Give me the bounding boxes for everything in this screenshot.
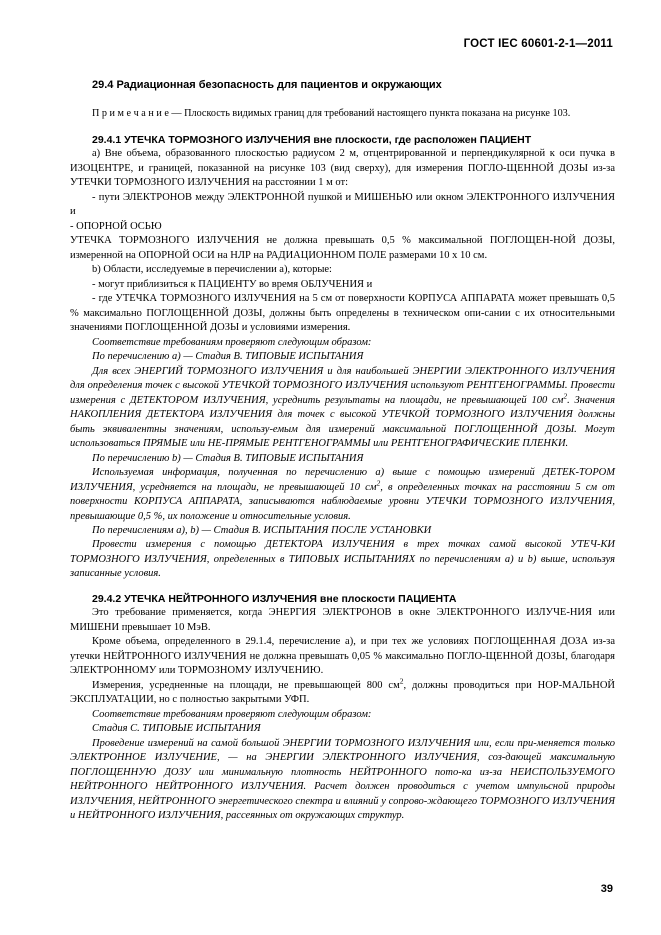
paragraph-a-dash-1: - пути ЭЛЕКТРОНОВ между ЭЛЕКТРОННОЙ пушкой и МИШЕНЬЮ или окном ЭЛЕКТРОННОГО ИЗЛУЧЕНИЯ и bbox=[70, 191, 615, 218]
compliance-item-b-body bbox=[70, 466, 615, 524]
paragraph-b: b) Области, исследуемые в перечислении а), которые: bbox=[92, 264, 332, 276]
paragraph-a-continued: УТЕЧКА ТОРМОЗНОГО ИЗЛУЧЕНИЯ не должна превышать 0,5 % максимальной ПОГЛОЩЕН-НОЙ ДОЗЫ, измеренной на ОПОРНОЙ ОСИ на НЛР на РАДИАЦИОННОМ ПОЛЕ размерами 10 х 10 см. bbox=[70, 235, 615, 261]
superscript-two-a: 2 bbox=[563, 391, 568, 401]
document-body bbox=[70, 78, 615, 824]
note-paragraph: П р и м е ч а н и е — Плоскость видимых границ для требований настоящего пункта показана на рисунке 103. bbox=[92, 107, 571, 119]
compliance-item-a-body-text-2: . Значения НАКОПЛЕНИЯ ДЕТЕКТОРА ИЗЛУЧЕНИЯ для точек с высокой УТЕЧКОЙ ТОРМОЗНОГО ИЗЛУЧЕНИЯ должны быть эквивалентны значениям, использу-емым для измерений максимальной ПОГЛОЩЕННОЙ ДОЗЫ. Могут использоваться ПРЯМЫЕ или НЕ-ПРЯМЫЕ РЕНТГЕНОГРАММЫ или РЕНТГЕНОГРАФИЧЕСКИЕ ПЛЕНКИ. bbox=[70, 394, 615, 450]
compliance-item-b-body-text-2: , в определенных точках на расстоянии 5 см от поверхности КОРПУСА АППАРАТА, записываются наблюдаемые уровни УТЕЧКИ ТОРМОЗНОГО ИЗЛУЧЕНИЯ, превышающие 0,5 %, их положение и относительные условия. bbox=[70, 481, 615, 522]
compliance-intro-1: Соответствие требованиям проверяют следующим образом: bbox=[92, 336, 372, 348]
compliance-item-ab: По перечислениям a), b) — Стадия B. ИСПЫТАНИЯ ПОСЛЕ УСТАНОВКИ bbox=[92, 525, 432, 536]
paragraph-a-dash-2: - ОПОРНОЙ ОСЬЮ bbox=[70, 220, 162, 232]
stage-c-heading: Стадия C. ТИПОВЫЕ ИСПЫТАНИЯ bbox=[92, 723, 261, 735]
compliance-item-b-body-text: Используемая информация, полученная по перечислению a) выше с помощью измерений ДЕТЕК-ТОРОМ ИЗЛУЧЕНИЯ, усредняется на площади, не превышающей 10 см bbox=[70, 467, 615, 493]
paragraph-b-dash-2: - где УТЕЧКА ТОРМОЗНОГО ИЗЛУЧЕНИЯ на 5 см от поверхности КОРПУСА АППАРАТА может превышать 0,5 % максимально ПОГЛОЩЕННОЙ ДОЗЫ, должны быть определены в техническом опи-сании с их относительными значениями ПОГЛОЩЕННОЙ ДОЗЫ и условиями измерения. bbox=[70, 293, 615, 334]
paragraph-29-4-2-3 bbox=[70, 676, 615, 708]
compliance-intro-2: Соответствие требованиям проверяют следующим образом: bbox=[92, 708, 372, 720]
paragraph-29-4-2-2: Кроме объема, определенного в 29.1.4, перечисление а), и при тех же условиях ПОГЛОЩЕННАЯ ДОЗА из-за утечки НЕЙТРОННОГО ИЗЛУЧЕНИЯ не должна превышать 0,05 % максимально ПОГЛО-ЩЕННОЙ ДОЗЫ, благодаря ЭЛЕКТРОННОМУ или ТОРМОЗНОМУ ИЗЛУЧЕНИЮ. bbox=[70, 636, 615, 677]
paragraph-29-4-2-1: Это требование применяется, когда ЭНЕРГИЯ ЭЛЕКТРОНОВ в окне ЭЛЕКТРОННОГО ИЗЛУЧЕ-НИЯ или МИШЕНИ превышает 10 МэВ. bbox=[70, 607, 615, 633]
compliance-item-b: По перечислению b) — Стадия B. ТИПОВЫЕ ИСПЫТАНИЯ bbox=[92, 452, 364, 464]
compliance-item-a-body-text: Для всех ЭНЕРГИЙ ТОРМОЗНОГО ИЗЛУЧЕНИЯ и для наибольшей ЭНЕРГИИ ЭЛЕКТРОННОГО ИЗЛУЧЕНИЯ для определения точек с высокой УТЕЧКОЙ ТОРМОЗНОГО ИЗЛУЧЕНИЯ используют РЕНТГЕНОГРАММЫ. Провести измерения с ДЕТЕКТОРОМ ИЗЛУЧЕНИЯ, усреднить результаты на площади, не превышающей 100 см bbox=[70, 365, 615, 406]
superscript-two-c: 2 bbox=[399, 676, 404, 686]
paragraph-b-dash-1: - могут приблизиться к ПАЦИЕНТУ во время ОБЛУЧЕНИЯ и bbox=[92, 278, 373, 290]
compliance-item-a: По перечислению a) — Стадия B. ТИПОВЫЕ ИСПЫТАНИЯ bbox=[92, 351, 364, 363]
paragraph-29-4-2-3-text-2: , должны проводиться при НОР-МАЛЬНОЙ ЭКСПЛУАТАЦИИ, но с полностью закрытыми УФП. bbox=[70, 679, 615, 706]
paragraph-29-4-2-3-text: Измерения, усредненные на площади, не превышающей 800 см bbox=[92, 679, 400, 691]
stage-c-body: Проведение измерений на самой большой ЭНЕРГИИ ТОРМОЗНОГО ИЗЛУЧЕНИЯ или, если при-меняется только ЭЛЕКТРОННОЕ ИЗЛУЧЕНИЕ, — на ЭНЕРГИИ ЭЛЕКТРОННОГО ИЗЛУЧЕНИЯ, соз-дающей максимальную ПОГЛОЩЕННУЮ ДОЗУ или минимальную плотность НЕЙТРОННОГО пото-ка из-за НЕИСПОЛЬЗУЕМОГО НЕЙТРОННОГО НЕЙТРОННОГО ИЗЛУЧЕНИЯ. Расчет должен проводиться с учетом импульсной природы ИЗЛУЧЕНИЯ, НЕЙТРОННОГО энергетического спектра и влияний у сопрово-ждающего ТОРМОЗНОГО ИЗЛУЧЕНИЯ и НЕЙТРОННОГО ИЗЛУЧЕНИЯ, рассеянных от окружающих структур. bbox=[70, 737, 615, 822]
section-heading-29-4-1: 29.4.1 УТЕЧКА ТОРМОЗНОГО ИЗЛУЧЕНИЯ вне плоскости, где расположен ПАЦИЕНТ bbox=[92, 133, 532, 146]
page-header: ГОСТ IEC 60601-2-1—2011 bbox=[463, 38, 613, 50]
section-heading-29-4: 29.4 Радиационная безопасность для пациентов и окружающих bbox=[92, 79, 442, 91]
paragraph-a: a) Вне объема, образованного плоскостью радиусом 2 м, отцентрированной и перпендикулярной к оси пучка в ИЗОЦЕНТРЕ, и границей, показанной на рисунке 103 (вид сверху), для измерения ПОГЛО-ЩЕННОЙ ДОЗЫ из-за УТЕЧКИ ТОРМОЗНОГО ИЗЛУЧЕНИЯ на расстоянии 1 м от: bbox=[70, 148, 615, 189]
section-heading-29-4-2: 29.4.2 УТЕЧКА НЕЙТРОННОГО ИЗЛУЧЕНИЯ вне плоскости ПАЦИЕНТА bbox=[92, 592, 457, 605]
compliance-item-a-body bbox=[70, 365, 615, 452]
superscript-two-b: 2 bbox=[376, 478, 381, 488]
compliance-item-ab-body: Провести измерения с помощью ДЕТЕКТОРА ИЗЛУЧЕНИЯ в трех точках самой высокой УТЕЧ-КИ ТОРМОЗНОГО ИЗЛУЧЕНИЯ, определенных в ТИПОВЫХ ИСПЫТАНИЯХ по перечислениям a) и b) выше, используя записанные условия. bbox=[70, 539, 615, 580]
page-number: 39 bbox=[600, 883, 613, 895]
